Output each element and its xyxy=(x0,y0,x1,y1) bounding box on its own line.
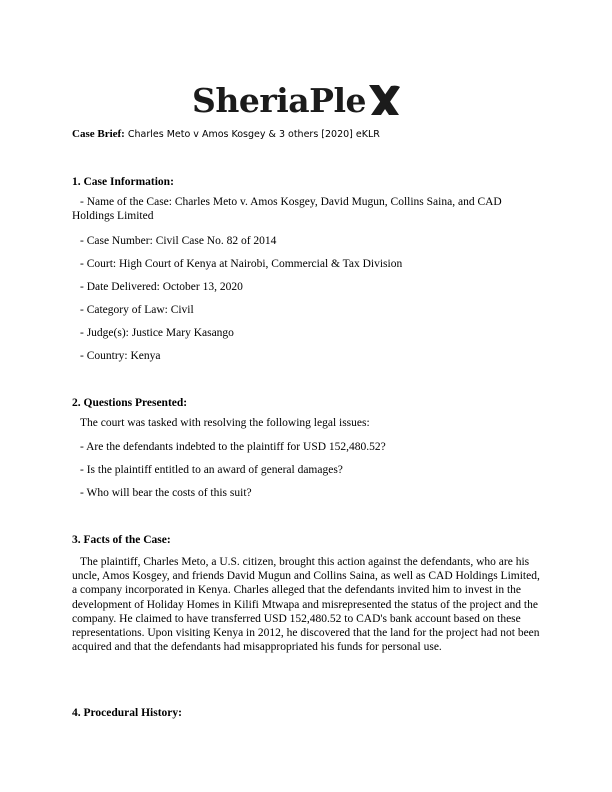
question-1: - Are the defendants indebted to the plaintiff for USD 152,480.52? xyxy=(80,441,386,453)
court: - Court: High Court of Kenya at Nairobi, Commercial & Tax Division xyxy=(80,258,403,270)
section-heading-case-information: 1. Case Information: xyxy=(72,176,174,188)
country: - Country: Kenya xyxy=(80,350,161,362)
section-heading-facts: 3. Facts of the Case: xyxy=(72,534,171,546)
question-3: - Who will bear the costs of this suit? xyxy=(80,487,252,499)
questions-intro: The court was tasked with resolving the following legal issues: xyxy=(80,417,370,429)
question-2: - Is the plaintiff entitled to an award of general damages? xyxy=(80,464,343,476)
sheriaplex-logo xyxy=(192,78,420,122)
facts-paragraph: The plaintiff, Charles Meto, a U.S. citizen, brought this action against the defendants, who are his uncle, Amos Kosgey, and friends David Mugun and Collins Saina, as well as CAD Holdings Limited, a company incorporated in Kenya. Charles alleged that the defendants invited him to invest in the development of Holiday Homes in Kilifi Mtwapa and misrepresented the status of the project and the company. He claimed to have transferred USD 152,480.52 to CAD's bank account based on these representations. Upon visiting Kenya in 2012, he discovered that the land for the project had not been acquired and that the defendants had misappropriated his funds for personal use. xyxy=(72,556,540,654)
date-delivered: - Date Delivered: October 13, 2020 xyxy=(80,281,243,293)
section-heading-procedural-history: 4. Procedural History: xyxy=(72,707,182,719)
judges: - Judge(s): Justice Mary Kasango xyxy=(80,327,234,339)
x-logo-icon xyxy=(367,83,401,117)
case-brief-label: Case Brief: xyxy=(72,128,125,140)
case-name-line-2: Holdings Limited xyxy=(72,210,154,222)
case-name-line-1: - Name of the Case: Charles Meto v. Amos Kosgey, David Mugun, Collins Saina, and CAD xyxy=(80,196,502,208)
case-number: - Case Number: Civil Case No. 82 of 2014 xyxy=(80,235,277,247)
category-of-law: - Category of Law: Civil xyxy=(80,304,194,316)
logo-wordmark: SheriaPle xyxy=(192,80,366,120)
section-heading-questions-presented: 2. Questions Presented: xyxy=(72,397,188,409)
case-brief-title: Charles Meto v Amos Kosgey & 3 others [2020] eKLR xyxy=(127,129,380,140)
case-brief-line xyxy=(72,128,380,140)
